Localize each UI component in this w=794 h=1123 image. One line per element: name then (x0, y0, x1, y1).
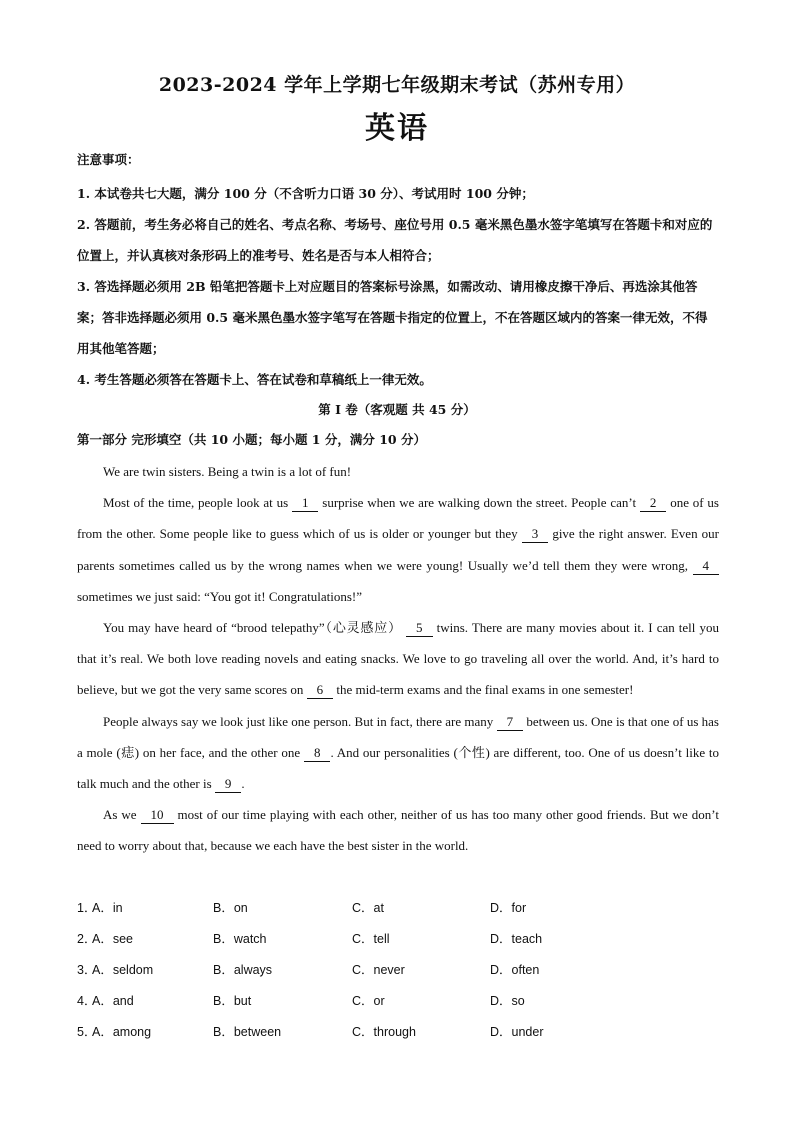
question-number: 3． (77, 963, 97, 978)
blank-5: 5 (406, 620, 433, 637)
option-a: A．seldom (92, 963, 154, 978)
option-a: A．see (92, 932, 133, 947)
option-d: D．teach (490, 932, 543, 947)
blank-3: 3 (522, 526, 549, 543)
question-number: 1． (77, 901, 97, 915)
question-number: 5． (77, 1025, 97, 1040)
section-title: 第 I 卷（客观题 共 45 分） (318, 402, 476, 417)
option-d: D．often (490, 963, 540, 978)
option-d: D．so (490, 994, 525, 1009)
option-b: B．watch (213, 932, 267, 947)
instruction-item: 1. 本试卷共七大题，满分 100 分（不含听力口语 30 分）、考试用时 100 分钟； (77, 186, 534, 201)
instructions (77, 150, 719, 395)
blank-4: 4 (693, 558, 720, 575)
option-c: C．at (352, 901, 384, 915)
question-row (77, 893, 719, 924)
blank-6: 6 (307, 682, 334, 699)
option-c: C．through (352, 1025, 416, 1040)
option-c: C．never (352, 963, 405, 978)
answer-options (77, 893, 719, 1048)
option-a: A．in (92, 901, 123, 915)
passage-paragraph: As we 10 most of our time playing with each other, neither of us has too many other good friends. But we don’t need to worry about that, because we each have the best sister in the world. (77, 807, 719, 854)
option-c: C．tell (352, 932, 390, 947)
instruction-item: 4. 考生答题必须答在答题卡上、答在试卷和草稿纸上一律无效。 (77, 372, 432, 387)
question-row (77, 1017, 719, 1048)
option-b: B．but (213, 994, 252, 1009)
blank-2: 2 (640, 495, 667, 512)
option-b: B．always (213, 963, 273, 978)
passage-paragraph: People always say we look just like one person. But in fact, there are many 7 between us. One is that one of us has a mole (痣) on her face, and the other one 8 . And our personalities (个性) are different, too. One of us doesn’t like to talk much and the other is 9 . (77, 713, 719, 792)
option-a: A．among (92, 1025, 152, 1040)
blank-7: 7 (497, 714, 524, 731)
exam-title: 2023-2024 学年上学期七年级期末考试（苏州专用） (158, 74, 636, 96)
passage-paragraph: Most of the time, people look at us 1 surprise when we are walking down the street. People can’t 2 one of us from the other. Some people like to guess which of us is older or younger but they 3 give the right answer. Even our parents sometimes called us by the wrong names when we were young! Usually we’d tell them they were wrong, 4 sometimes we just said: “You got it! Congratulations!” (77, 495, 719, 604)
question-number: 4． (77, 994, 97, 1009)
option-b: B．between (213, 1025, 282, 1040)
question-row (77, 986, 719, 1017)
blank-8: 8 (304, 745, 331, 762)
cloze-passage (77, 456, 719, 862)
question-row (77, 955, 719, 986)
question-row (77, 924, 719, 955)
passage-paragraph: You may have heard of “brood telepathy”（心灵感应） 5 twins. There are many movies about it. I can tell you that it’s real. We both love reading novels and eating snacks. We love to go traveling all over the world. And, it’s hard to believe, but we got the very same scores on 6 the mid-term exams and the final exams in one semester! (77, 620, 719, 698)
instructions-heading: 注意事项： (77, 152, 140, 167)
option-c: C．or (352, 994, 385, 1009)
passage-paragraph: We are twin sisters. Being a twin is a lot of fun! (103, 464, 352, 479)
instruction-item: 2. 答题前，考生务必将自己的姓名、考点名称、考场号、座位号用 0.5 毫米黑色墨水签字笔填写在答题卡和对应的位置上，并认真核对条形码上的准考号、姓名是否与本人相符合； (77, 217, 713, 263)
subject-heading: 英语 (365, 111, 429, 146)
option-b: B．on (213, 901, 248, 915)
option-d: D．under (490, 1025, 544, 1040)
blank-9: 9 (215, 776, 242, 793)
option-a: A．and (92, 994, 134, 1009)
blank-10: 10 (141, 807, 174, 824)
blank-1: 1 (292, 495, 319, 512)
part-title: 第一部分 完形填空（共 10 小题；每小题 1 分，满分 10 分） (77, 432, 426, 447)
instruction-item: 3. 答选择题必须用 2B 铅笔把答题卡上对应题目的答案标号涂黑，如需改动、请用橡皮擦干净后、再选涂其他答案；答非选择题必须用 0.5 毫米黑色墨水签字笔写在答题卡指定的位置上，不在答题区域内的答案一律无效，不得用其他笔答题； (77, 279, 708, 356)
question-number: 2． (77, 932, 97, 947)
option-d: D．for (490, 901, 527, 915)
